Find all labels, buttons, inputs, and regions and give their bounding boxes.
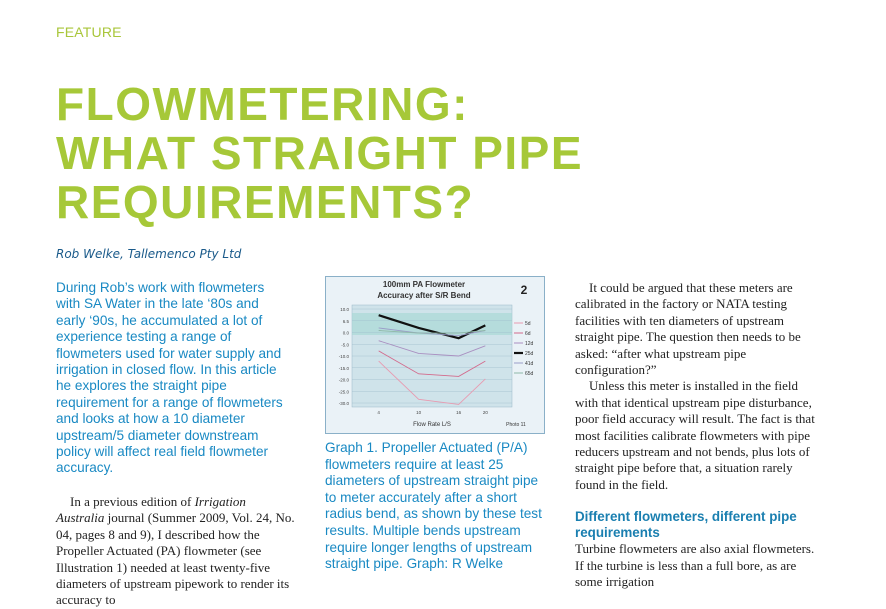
y-tick-label: -10.0 [338,354,349,359]
y-tick-label: -15.0 [338,365,349,371]
subheading: Different flowmeters, different pipe requirements [575,509,797,541]
legend-label: 12d [525,341,534,347]
y-tick-label: 6.5 [342,318,349,324]
legend-label: 5d [525,321,531,327]
byline: Rob Welke, Tallemenco Pty Ltd [56,247,242,261]
section-label: FEATURE [56,24,122,40]
legend-label: 6d [525,331,531,337]
figure-number: 2 [520,283,528,297]
journal-title: Irrigation Australia [56,494,246,526]
x-tick-label: 16 [456,410,462,415]
chart-title-line-2: Accuracy after S/R Bend [377,291,471,300]
legend-label: 25d [525,351,534,357]
y-tick-label: 10.0 [340,307,349,312]
body-text: In a previous edition of [70,494,195,509]
graph-figure [325,276,545,434]
intro-standfirst: During Rob’s work with flowmeters with SA Water in the late ‘80s and early ‘90s, he accumulated a lot of experience testing a range of flowmeters used for water supply and irrigation in closed flow. In this article he explores the straight pipe requirement for a range of flowmeters and looks at how a 10 diameter upstream/5 diameter downstream policy will affect real field flowmeter accuracy. [56,280,283,476]
headline-line: FLOWMETERING: [56,78,469,130]
y-tick-label: -25.0 [338,389,349,395]
body-column-1 [56,494,296,609]
y-tick-label: 0.0 [342,330,349,336]
x-tick-label: 20 [482,410,488,415]
headline [56,80,583,227]
x-tick-label: 4 [377,410,380,415]
graph-caption: Graph 1. Propeller Actuated (P/A) flowmeters require at least 25 diameters of upstream straight pipe to meter accurately after a short radius bend, as shown by these test results. Multiple bends upstream require longer lengths of upstream straight pipe. Graph: R Welke [325,440,542,572]
x-axis-label: Flow Rate L/S [413,422,451,428]
headline-line: WHAT STRAIGHT PIPE [56,127,584,179]
y-tick-label: -30.0 [338,401,349,406]
photo-label: Photo 11 [506,422,526,428]
y-tick-label: -20.0 [338,377,349,383]
x-tick-label: 10 [416,410,422,415]
paragraph: Turbine flowmeters are also axial flowmeters. If the turbine is less than a full bore, as are some irrigation [575,541,815,590]
body-text: journal (Summer 2009, Vol. 24, No. 04, pages 8 and 9), I described how the Propeller Actuated (PA) flowmeter (see Illustration 1) needed at least twenty-five diameters of upstream pipework to render its accuracy to [56,510,295,608]
legend-label: 65d [525,371,534,377]
body-column-3 [575,280,815,591]
legend-label: 41d [525,361,534,367]
paragraph: It could be argued that these meters are calibrated in the factory or NATA testing facilities with ten diameters of upstream straight pipe. The question then needs to be asked: “after what upstream pipe configuration?” [575,280,801,378]
headline-line: REQUIREMENTS? [56,176,475,228]
y-tick-label: -5.0 [341,342,349,348]
chart-title-line-1: 100mm PA Flowmeter [382,280,466,289]
paragraph: Unless this meter is installed in the field with that identical upstream pipe disturbance, poor field accuracy will result. The fact is that most facilities calibrate flowmeters with pipe reducers upstream and not bends, plus lots of straight pipe before that, a situation rarely found in the field. [575,378,815,492]
accuracy-chart [326,277,544,433]
